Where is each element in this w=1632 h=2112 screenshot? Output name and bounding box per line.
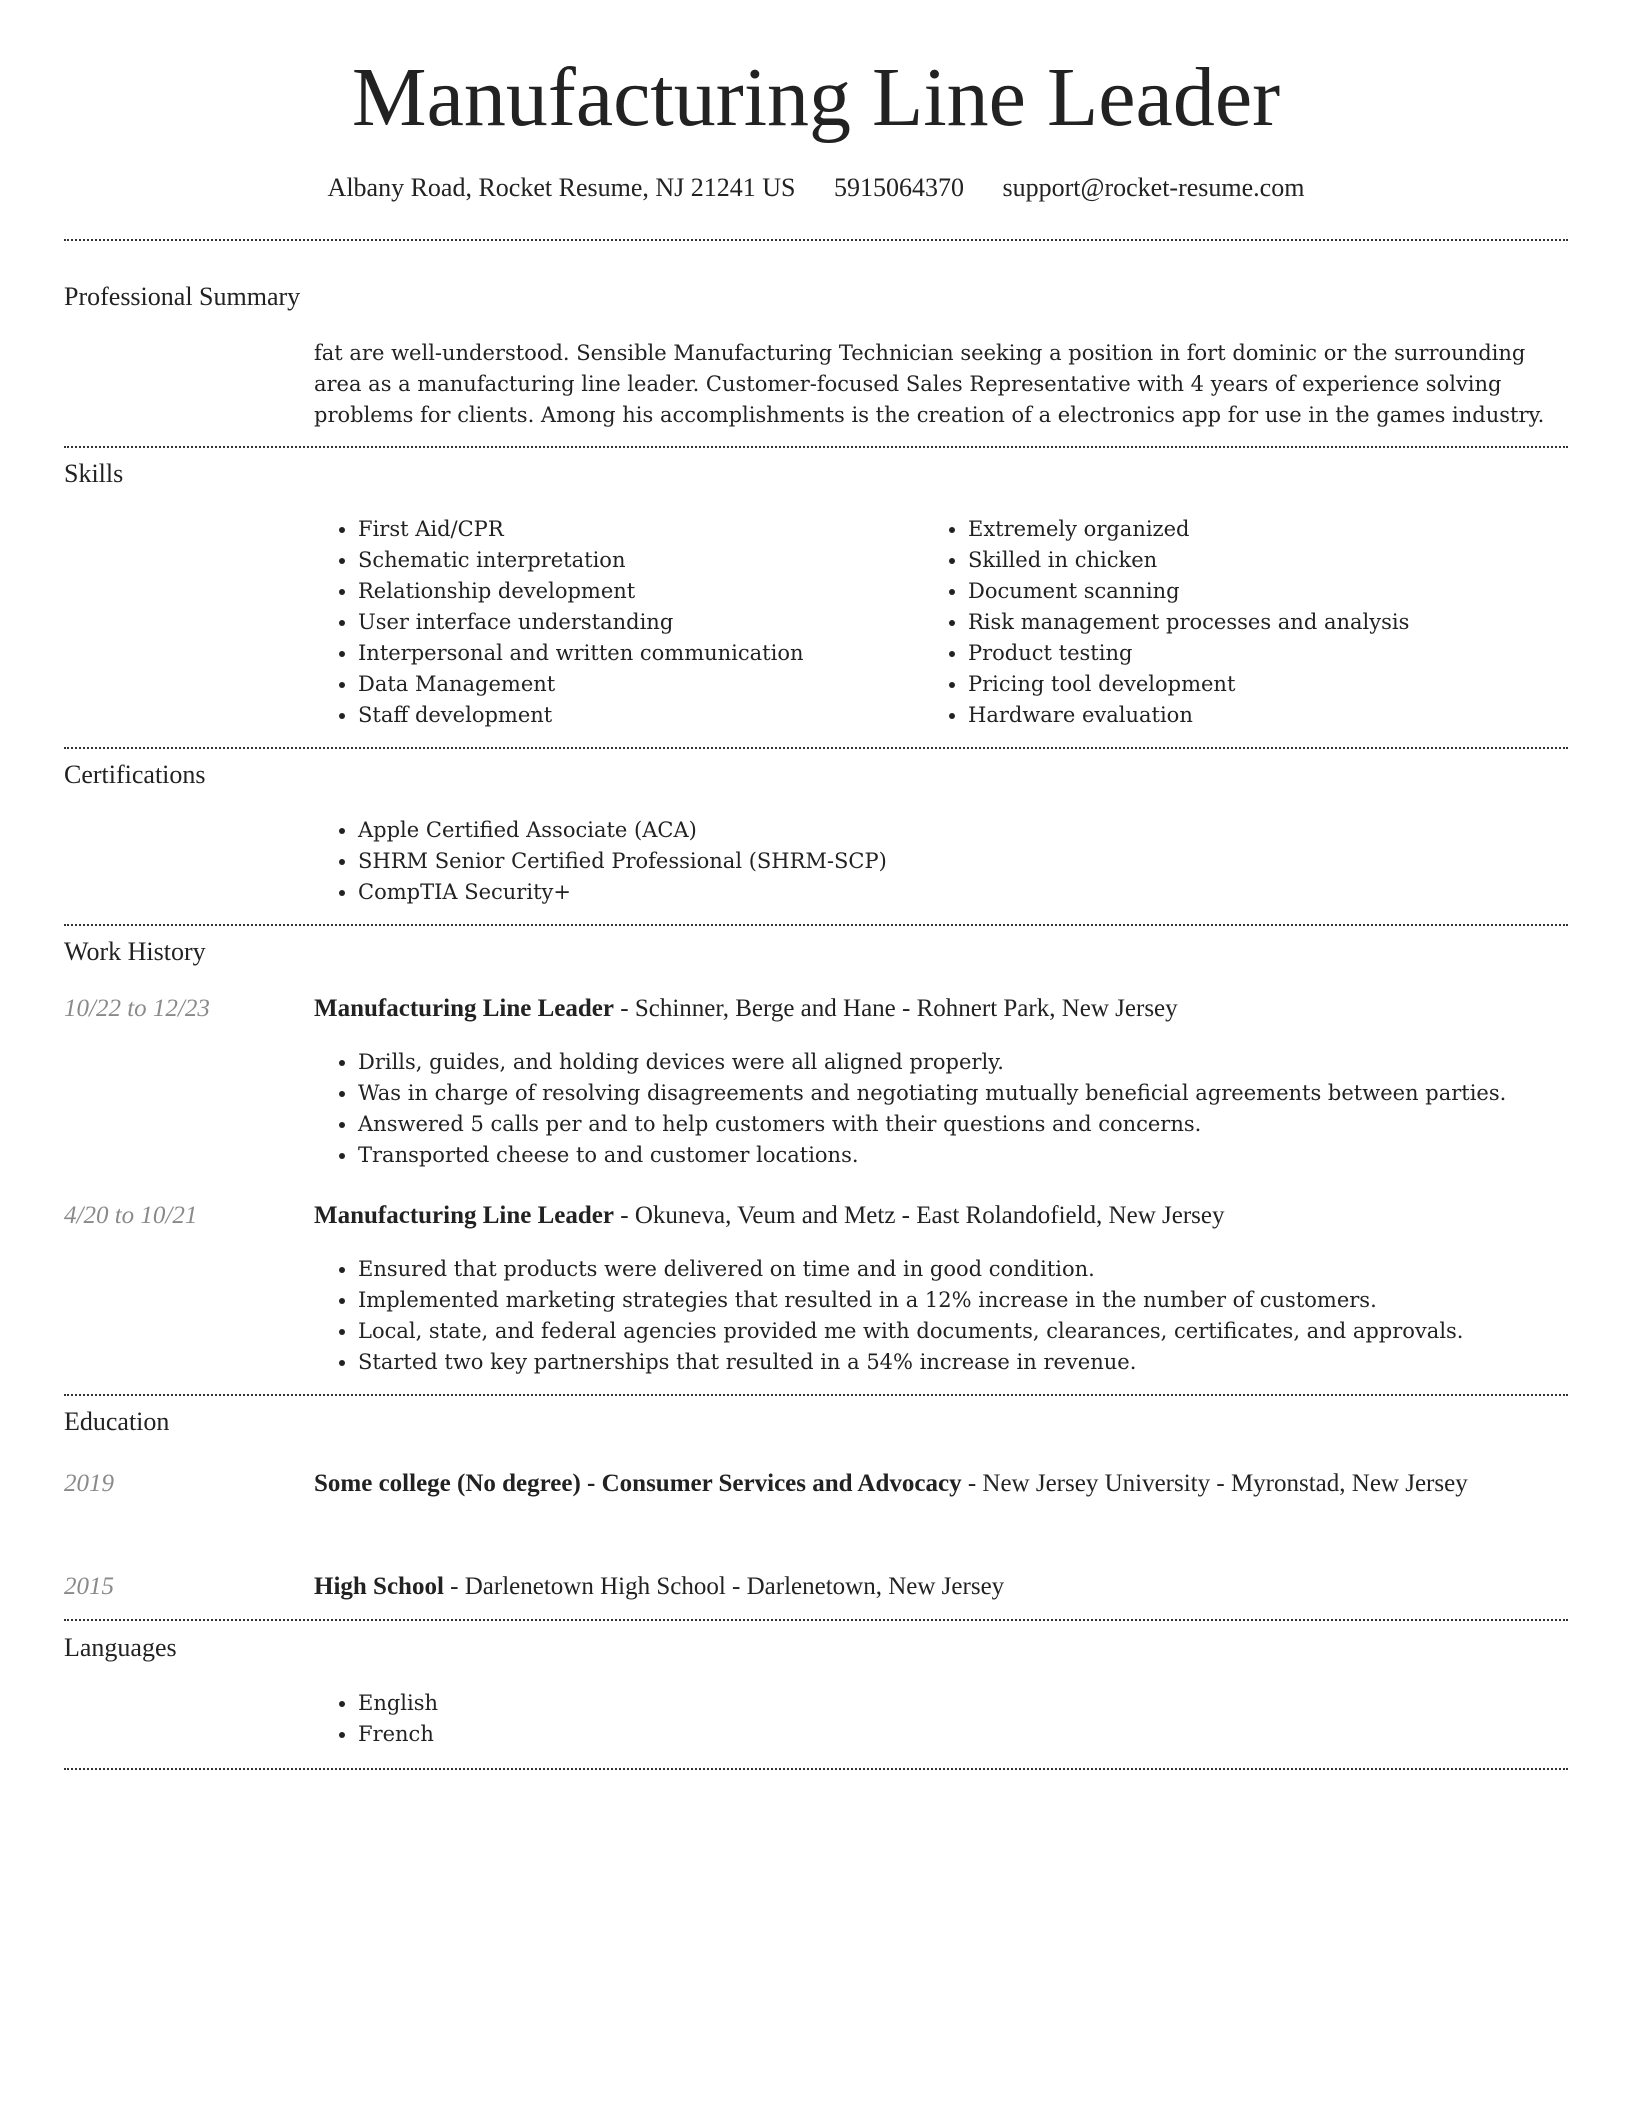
list-item: • Staff development [358,700,918,731]
education-heading [314,1466,1564,1502]
education-school: - New Jersey University - Myronstad, New Jersey [961,1470,1468,1497]
job-heading [314,1198,1564,1234]
list-item: • CompTIA Security+ [358,877,1558,908]
divider [64,747,1568,749]
list-item: • Drills, guides, and holding devices were all aligned properly. [358,1047,1608,1078]
job-bullets [314,1047,1608,1171]
list-item: • Schematic interpretation [358,545,918,576]
section-title-summary: Professional Summary [64,282,301,311]
job-employer: - Schinner, Berge and Hane - Rohnert Park, New Jersey [614,995,1178,1022]
section-title-languages: Languages [64,1633,177,1662]
list-item: • Interpersonal and written communication [358,638,918,669]
divider [64,446,1568,448]
education-degree: High School [314,1573,444,1600]
list-item: • English [358,1688,958,1719]
contact-phone: 5915064370 [834,173,965,202]
contact-email[interactable]: support@rocket-resume.com [1002,173,1305,202]
list-item: • Ensured that products were delivered on time and in good condition. [358,1254,1608,1285]
languages-list [314,1688,958,1750]
list-item: • Transported cheese to and customer locations. [358,1140,1608,1171]
education-year: 2019 [64,1470,114,1497]
skills-list-right [924,514,1588,731]
list-item: • Apple Certified Associate (ACA) [358,815,1558,846]
job-title: Manufacturing Line Leader [314,995,614,1022]
certifications-list [314,815,1558,908]
list-item: • First Aid/CPR [358,514,918,545]
contact-line [0,170,1632,206]
list-item: • Local, state, and federal agencies provided me with documents, clearances, certificates, and approvals. [358,1316,1608,1347]
list-item: • Implemented marketing strategies that resulted in a 12% increase in the number of customers. [358,1285,1608,1316]
education-school: - Darlenetown High School - Darlenetown, New Jersey [443,1573,1005,1600]
job-dates: 4/20 to 10/21 [64,1202,198,1229]
list-item: • SHRM Senior Certified Professional (SHRM-SCP) [358,846,1558,877]
job-heading [314,991,1564,1027]
divider [64,239,1568,241]
education-degree: Some college (No degree) - Consumer Services and Advocacy [314,1470,962,1497]
list-item: • Was in charge of resolving disagreements and negotiating mutually beneficial agreements between parties. [358,1078,1608,1109]
job-dates: 10/22 to 12/23 [64,995,210,1022]
list-item: • Hardware evaluation [968,700,1588,731]
list-item: • Relationship development [358,576,918,607]
list-item: • Data Management [358,669,918,700]
summary-text: fat are well-understood. Sensible Manufacturing Technician seeking a position in fort dominic or the surrounding area as a manufacturing line leader. Customer-focused Sales Representative with 4 years of experience solving problems for clients. Among his accomplishments is the creation of a electronics app for use in the games industry. [314,341,1545,427]
list-item: • User interface understanding [358,607,918,638]
section-title-work: Work History [64,937,206,966]
resume-name: Manufacturing Line Leader [351,51,1281,144]
list-item: • Product testing [968,638,1588,669]
job-employer: - Okuneva, Veum and Metz - East Rolandofield, New Jersey [614,1202,1225,1229]
list-item: • French [358,1719,958,1750]
list-item: • Risk management processes and analysis [968,607,1588,638]
list-item: • Started two key partnerships that resulted in a 54% increase in revenue. [358,1347,1608,1378]
section-title-skills: Skills [64,459,124,488]
list-item: • Pricing tool development [968,669,1588,700]
education-year: 2015 [64,1573,114,1600]
divider [64,1394,1568,1396]
section-title-education: Education [64,1407,170,1436]
list-item: • Answered 5 calls per and to help customers with their questions and concerns. [358,1109,1608,1140]
job-bullets [314,1254,1608,1378]
divider [64,924,1568,926]
list-item: • Extremely organized [968,514,1588,545]
job-title: Manufacturing Line Leader [314,1202,614,1229]
section-title-certifications: Certifications [64,760,206,789]
list-item: • Document scanning [968,576,1588,607]
divider [64,1619,1568,1621]
list-item: • Skilled in chicken [968,545,1588,576]
skills-list-left [314,514,918,731]
education-heading [314,1569,1564,1605]
divider [64,1768,1568,1770]
contact-address: Albany Road, Rocket Resume, NJ 21241 US [327,173,796,202]
